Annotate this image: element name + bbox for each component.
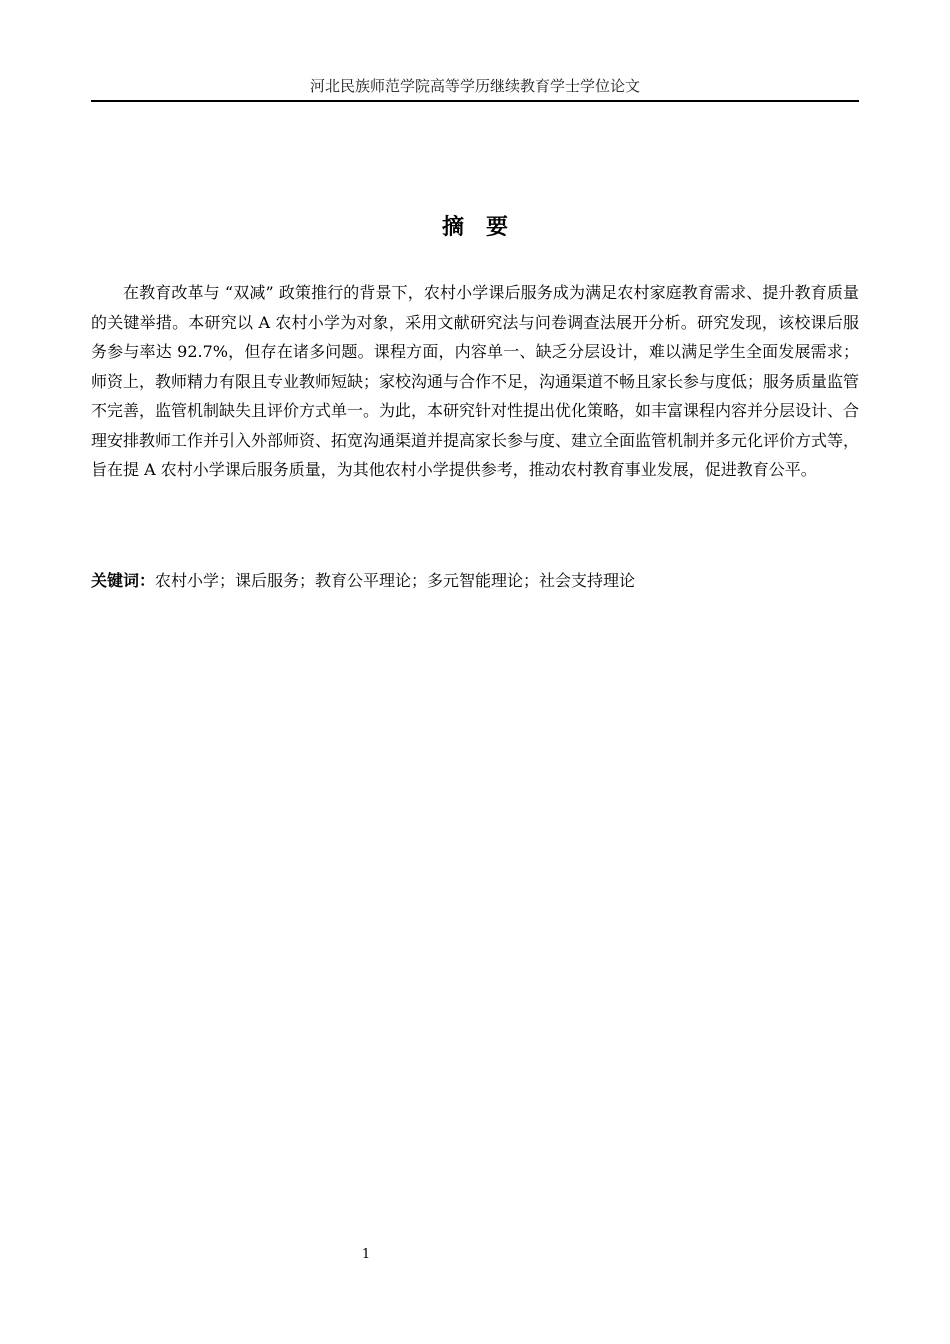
keywords-line xyxy=(91,566,859,596)
abstract-title-char-1: 摘 xyxy=(441,215,464,240)
keywords-list: 农村小学；课后服务；教育公平理论；多元智能理论；社会支持理论 xyxy=(155,571,636,590)
page-number: 1 xyxy=(361,1247,371,1262)
header-divider xyxy=(91,100,859,102)
keywords-label: 关键词： xyxy=(91,571,156,590)
page-header: 河北民族师范学院高等学历继续教育学士学位论文 xyxy=(309,77,640,95)
abstract-body: 在教育改革与 “双减” 政策推行的背景下，农村小学课后服务成为满足农村家庭教育需求、提升教育质量的关键举措。本研究以 A 农村小学为对象，采用文献研究法与问卷调查法展开分析。研究发现，该校课后服务参与率达 92.7%，但存在诸多问题。课程方面，内容单一、缺乏分层设计，难以满足学生全面发展需求；师资上，教师精力有限且专业教师短缺；家校沟通与合作不足，沟通渠道不畅且家长参与度低；服务质量监管不完善，监管机制缺失且评价方式单一。为此，本研究针对性提出优化策略，如丰富课程内容并分层设计、合理安排教师工作并引入外部师资、拓宽沟通渠道并提高家长参与度、建立全面监管机制并多元化评价方式等，旨在提 A 农村小学课后服务质量，为其他农村小学提供参考，推动农村教育事业发展，促进教育公平。 xyxy=(91,283,860,479)
abstract-title xyxy=(91,213,859,243)
abstract-title-char-2: 要 xyxy=(486,215,509,240)
